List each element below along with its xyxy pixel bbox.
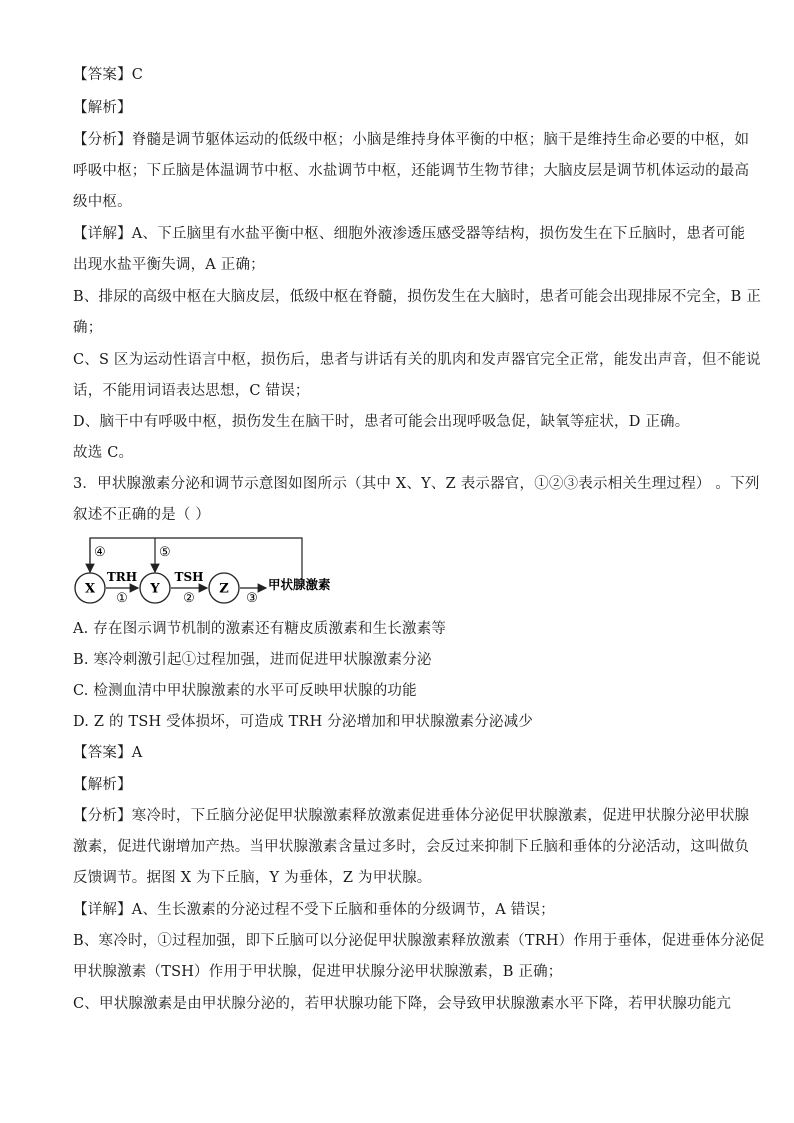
text-line: 【详解】A、生长激素的分泌过程不受下丘脑和垂体的分级调节，A 错误； [73, 902, 555, 918]
text-line: B、排尿的高级中枢在大脑皮层，低级中枢在脊髓，损伤发生在大脑时，患者可能会出现排尿不完全，B 正 [73, 289, 762, 305]
answer-label: 【答案】C [73, 67, 144, 83]
trh-label: TRH [106, 570, 138, 584]
node-z-label: Z [219, 581, 229, 597]
text-line: 出现水盐平衡失调，A 正确； [73, 257, 265, 273]
text-line: 级中枢。 [73, 194, 132, 210]
answer-label: 【答案】A [73, 745, 143, 761]
text-line: D、脑干中有呼吸中枢，损伤发生在脑干时，患者可能会出现呼吸急促，缺氧等症状，D 正确。 [73, 414, 690, 430]
option-b: B. 寒冷刺激引起①过程加强，进而促进甲状腺激素分泌 [73, 652, 432, 668]
option-c: C. 检测血清中甲状腺激素的水平可反映甲状腺的功能 [73, 683, 417, 699]
text-line: 【分析】脊髓是调节躯体运动的低级中枢；小脑是维持身体平衡的中枢；脑干是维持生命必要的中枢，如 [73, 132, 750, 148]
question-stem: 3．甲状腺激素分泌和调节示意图如图所示（其中 X、Y、Z 表示器官，①②③表示相关生理过程） 。下列 [73, 476, 760, 492]
text-line: 故选 C。 [73, 445, 134, 461]
question-stem: 叙述不正确的是（ ） [73, 507, 211, 523]
text-line: 呼吸中枢；下丘脑是体温调节中枢、水盐调节中枢，还能调节生物节律；大脑皮层是调节机体运动的最高 [73, 163, 750, 179]
thyroid-regulation-diagram [70, 534, 350, 610]
text-line: C、甲状腺激素是由甲状腺分泌的，若甲状腺功能下降，会导致甲状腺激素水平下降，若甲状腺功能亢 [73, 996, 732, 1012]
process-2-label: ② [183, 591, 195, 606]
process-3-label: ③ [246, 591, 258, 606]
text-line: 话，不能用词语表达思想，C 错误； [73, 383, 310, 399]
text-line: B、寒冷时，①过程加强，即下丘脑可以分泌促甲状腺激素释放激素（TRH）作用于垂体，促进垂体分泌促 [73, 933, 765, 949]
text-line: 反馈调节。据图 X 为下丘脑，Y 为垂体，Z 为甲状腺。 [73, 870, 432, 886]
feedback-label-4: ④ [94, 545, 106, 560]
feedback-label-5: ⑤ [159, 545, 171, 560]
analysis-label: 【解析】 [73, 100, 132, 116]
text-line: 【详解】A、下丘脑里有水盐平衡中枢、细胞外液渗透压感受器等结构，损伤发生在下丘脑时，患者可能 [73, 226, 746, 242]
text-line: 确； [73, 320, 103, 336]
option-d: D. Z 的 TSH 受体损坏，可造成 TRH 分泌增加和甲状腺激素分泌减少 [73, 714, 534, 730]
text-line: 【分析】寒冷时，下丘脑分泌促甲状腺激素释放激素促进垂体分泌促甲状腺激素，促进甲状腺分泌甲状腺 [73, 808, 750, 824]
node-x-label: X [84, 581, 96, 597]
text-line: C、S 区为运动性语言中枢，损伤后，患者与讲话有关的肌肉和发声器官完全正常，能发出声音，但不能说 [73, 352, 761, 368]
text-line: 激素，促进代谢增加产热。当甲状腺激素含量过多时，会反过来抑制下丘脑和垂体的分泌活动，这叫做负 [73, 839, 750, 855]
process-1-label: ① [116, 591, 128, 606]
text-line: 甲状腺激素（TSH）作用于甲状腺，促进甲状腺分泌甲状腺激素，B 正确； [73, 964, 563, 980]
option-a: A. 存在图示调节机制的激素还有糖皮质激素和生长激素等 [73, 621, 447, 637]
tsh-label: TSH [174, 570, 204, 584]
analysis-label: 【解析】 [73, 777, 132, 793]
thyroid-hormone-label: 甲状腺激素 [268, 577, 331, 592]
node-y-label: Y [150, 581, 160, 597]
